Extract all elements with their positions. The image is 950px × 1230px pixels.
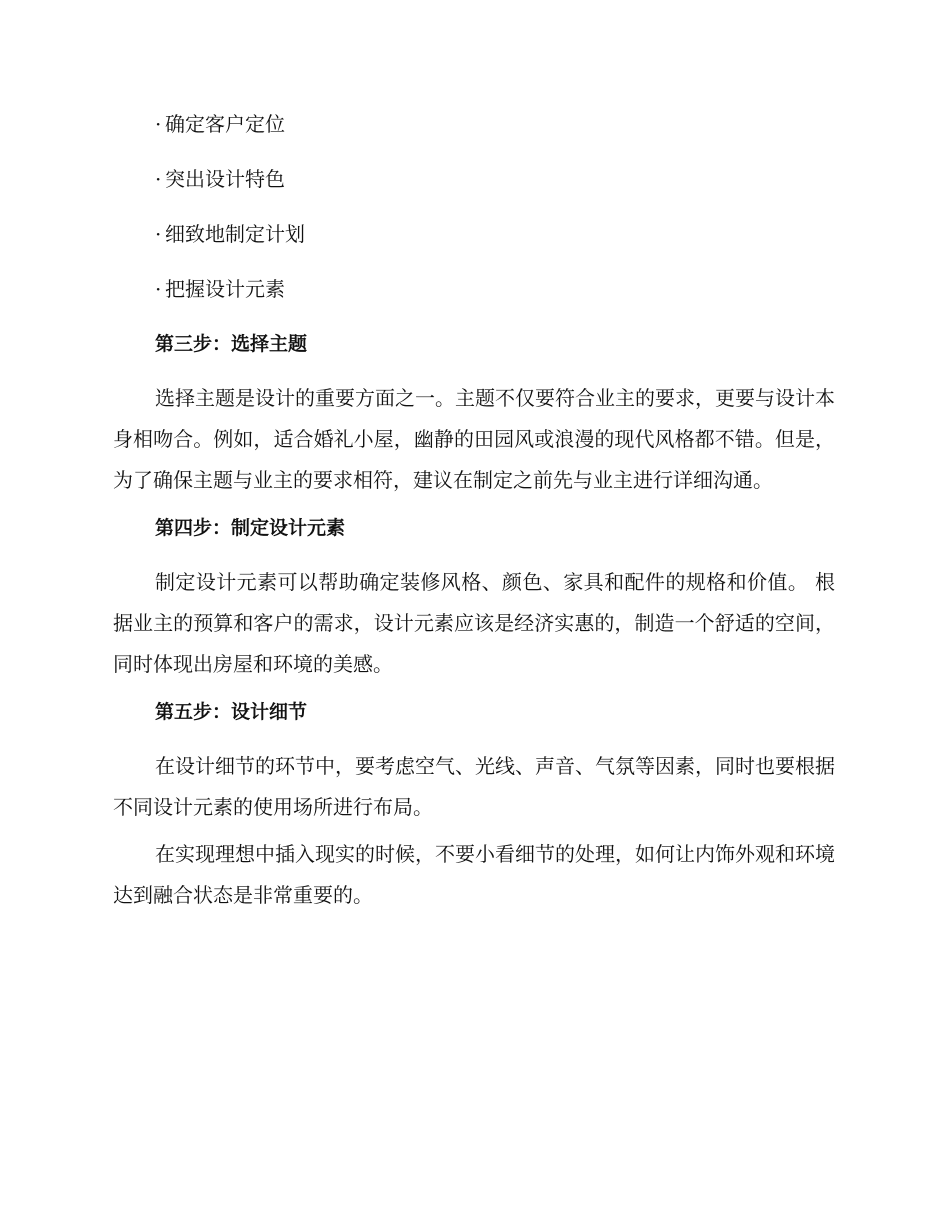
section-heading-step-3: 第三步：选择主题 bbox=[155, 333, 308, 355]
bullet-text: 细致地制定计划 bbox=[165, 222, 305, 246]
bullet-text: 突出设计特色 bbox=[165, 167, 285, 191]
bullet-marker: · bbox=[155, 222, 162, 246]
paragraph: 制定设计元素可以帮助确定装修风格、颜色、家具和配件的规格和价值。 根据业主的预算和客户的需求，设计元素应该是经济实惠的，制造一个舒适的空间，同时体现出房屋和环境的美感。 bbox=[113, 570, 835, 676]
bullet-text: 把握设计元素 bbox=[165, 277, 285, 301]
bullet-item bbox=[155, 165, 835, 193]
bullet-item bbox=[155, 220, 835, 248]
bullet-item bbox=[155, 275, 835, 303]
section-heading-step-5: 第五步：设计细节 bbox=[155, 701, 308, 723]
paragraph: 在实现理想中插入现实的时候，不要小看细节的处理，如何让内饰外观和环境达到融合状态是非常重要的。 bbox=[113, 842, 835, 907]
bullet-marker: · bbox=[155, 112, 162, 136]
section-heading-step-4: 第四步：制定设计元素 bbox=[155, 517, 346, 539]
bullet-marker: · bbox=[155, 167, 162, 191]
document-body bbox=[113, 110, 835, 929]
paragraph: 选择主题是设计的重要方面之一。主题不仅要符合业主的要求，更要与设计本身相吻合。例如，适合婚礼小屋，幽静的田园风或浪漫的现代风格都不错。但是，为了确保主题与业主的要求相符，建议在制定之前先与业主进行详细沟通。 bbox=[113, 386, 835, 492]
paragraph: 在设计细节的环节中，要考虑空气、光线、声音、气氛等因素，同时也要根据不同设计元素的使用场所进行布局。 bbox=[113, 754, 835, 819]
bullet-text: 确定客户定位 bbox=[165, 112, 285, 136]
bullet-marker: · bbox=[155, 277, 162, 301]
bullet-item bbox=[155, 110, 835, 138]
